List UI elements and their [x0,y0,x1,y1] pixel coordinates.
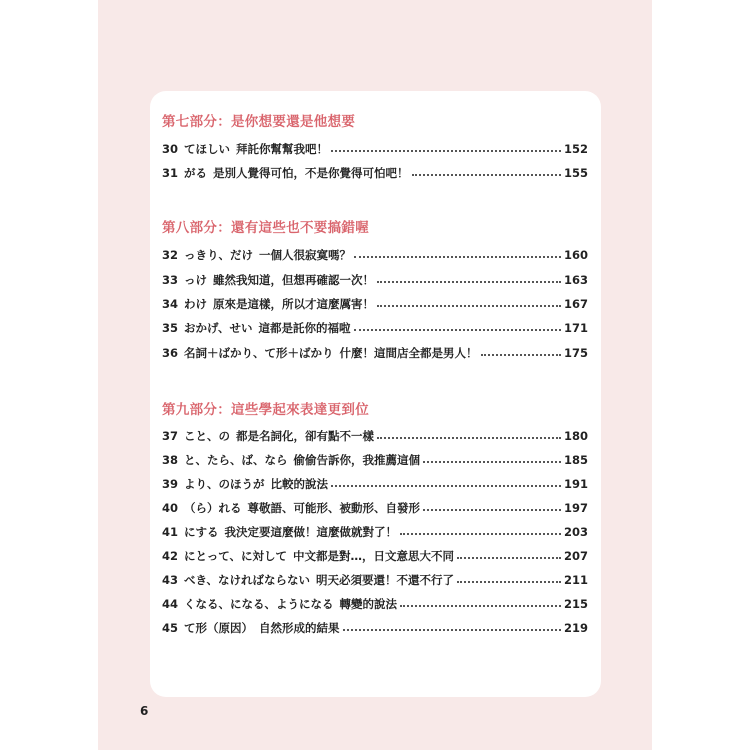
dot-leader [331,150,561,152]
entry-number: 45 [162,621,179,635]
dot-leader [377,305,561,307]
entry-title: 偷偷告訴你，我推薦這個 [293,453,420,467]
entry-keyword: てほしい [184,142,230,156]
entry-number: 44 [162,597,179,611]
entry-number: 35 [162,321,179,335]
entry-page: 163 [563,273,588,287]
toc-entry-30[interactable] [162,140,588,158]
entry-number: 33 [162,273,179,287]
entry-page: 160 [563,248,588,262]
entry-keyword: おかげ、せい [184,321,253,335]
toc-entry-43[interactable] [162,571,588,589]
entry-title: 一個人很寂寞嗎？ [259,248,351,262]
entry-title: 原來是這樣，所以才這麼厲害！ [213,297,374,311]
entry-keyword: こと、の [184,429,230,443]
entry-keyword: 名詞＋ばかり、て形＋ばかり [184,346,334,360]
entry-page: 167 [563,297,588,311]
entry-keyword: にする [184,525,219,539]
toc-entry-45[interactable] [162,619,588,637]
toc-entry-44[interactable] [162,595,588,613]
toc-entry-41[interactable] [162,523,588,541]
toc-entry-31[interactable] [162,164,588,182]
entry-page: 219 [563,621,588,635]
entry-number: 39 [162,477,179,491]
toc-entry-32[interactable] [162,246,588,264]
dot-leader [400,533,561,535]
entry-title: 什麼！這間店全都是男人！ [339,346,478,360]
toc-entry-42[interactable] [162,547,588,565]
entry-keyword: っけ [184,273,207,287]
toc-entry-33[interactable] [162,271,588,289]
entry-keyword: と、たら、ば、なら [184,453,288,467]
entry-number: 38 [162,453,179,467]
entry-title: 我決定要這麼做！這麼做就對了！ [224,525,397,539]
entry-number: 41 [162,525,179,539]
entry-title: 是別人覺得可怕，不是你覺得可怕吧！ [213,166,409,180]
entry-keyword: くなる、になる、ようになる [184,597,334,611]
entry-page: 152 [563,142,588,156]
dot-leader [457,557,561,559]
entry-title: 明天必須要還！不還不行了 [316,573,455,587]
entry-title: 雖然我知道，但想再確認一次！ [213,273,374,287]
entry-number: 37 [162,429,179,443]
toc-entry-40[interactable] [162,499,588,517]
toc-entry-36[interactable] [162,344,588,362]
dot-leader [377,437,561,439]
entry-title: 自然形成的結果 [259,621,340,635]
entry-number: 36 [162,346,179,360]
dot-leader [377,281,561,283]
dot-leader [412,174,561,176]
entry-page: 171 [563,321,588,335]
entry-number: 43 [162,573,179,587]
entry-title: 都是名詞化，卻有點不一樣 [236,429,374,443]
entry-number: 31 [162,166,179,180]
entry-number: 34 [162,297,179,311]
entry-page: 185 [563,453,588,467]
entry-title: 比較的說法 [270,477,328,491]
page-number: 6 [140,704,149,718]
toc-entry-35[interactable] [162,319,588,337]
entry-page: 191 [563,477,588,491]
entry-keyword: わけ [184,297,207,311]
entry-page: 180 [563,429,588,443]
dot-leader [457,581,561,583]
entry-keyword: て形（原因） [184,621,253,635]
entry-keyword: にとって、に対して [184,549,288,563]
section-title-part-8: 第八部分：還有這些也不要搞錯喔 [162,220,369,236]
entry-keyword: より、のほうが [184,477,265,491]
entry-keyword: がる [184,166,207,180]
toc-entry-39[interactable] [162,475,588,493]
entry-number: 42 [162,549,179,563]
entry-number: 40 [162,501,179,515]
dot-leader [354,329,561,331]
entry-title: 中文都是對…，日文意思大不同 [293,549,455,563]
entry-title: 這都是託你的福啦 [258,321,351,335]
dot-leader [423,509,561,511]
dot-leader [331,485,561,487]
entry-page: 175 [563,346,588,360]
entry-number: 30 [162,142,179,156]
section-title-part-9: 第九部分：這些學起來表達更到位 [162,402,369,418]
entry-page: 215 [563,597,588,611]
entry-keyword: っきり、だけ [184,248,253,262]
entry-title: 尊敬語、可能形、被動形、自發形 [247,501,420,515]
section-title-part-7: 第七部分：是你想要還是他想要 [162,114,356,130]
entry-page: 197 [563,501,588,515]
toc-entry-37[interactable] [162,427,588,445]
dot-leader [423,461,561,463]
dot-leader [354,256,561,258]
toc-entry-34[interactable] [162,295,588,313]
entry-page: 155 [563,166,588,180]
toc-entry-38[interactable] [162,451,588,469]
entry-page: 211 [563,573,588,587]
dot-leader [343,629,561,631]
entry-keyword: （ら）れる [184,501,242,515]
entry-keyword: べき、なければならない [184,573,311,587]
entry-title: 拜託你幫幫我吧！ [236,142,328,156]
dot-leader [481,354,561,356]
entry-page: 207 [563,549,588,563]
entry-title: 轉變的說法 [339,597,397,611]
dot-leader [400,605,561,607]
entry-page: 203 [563,525,588,539]
entry-number: 32 [162,248,179,262]
